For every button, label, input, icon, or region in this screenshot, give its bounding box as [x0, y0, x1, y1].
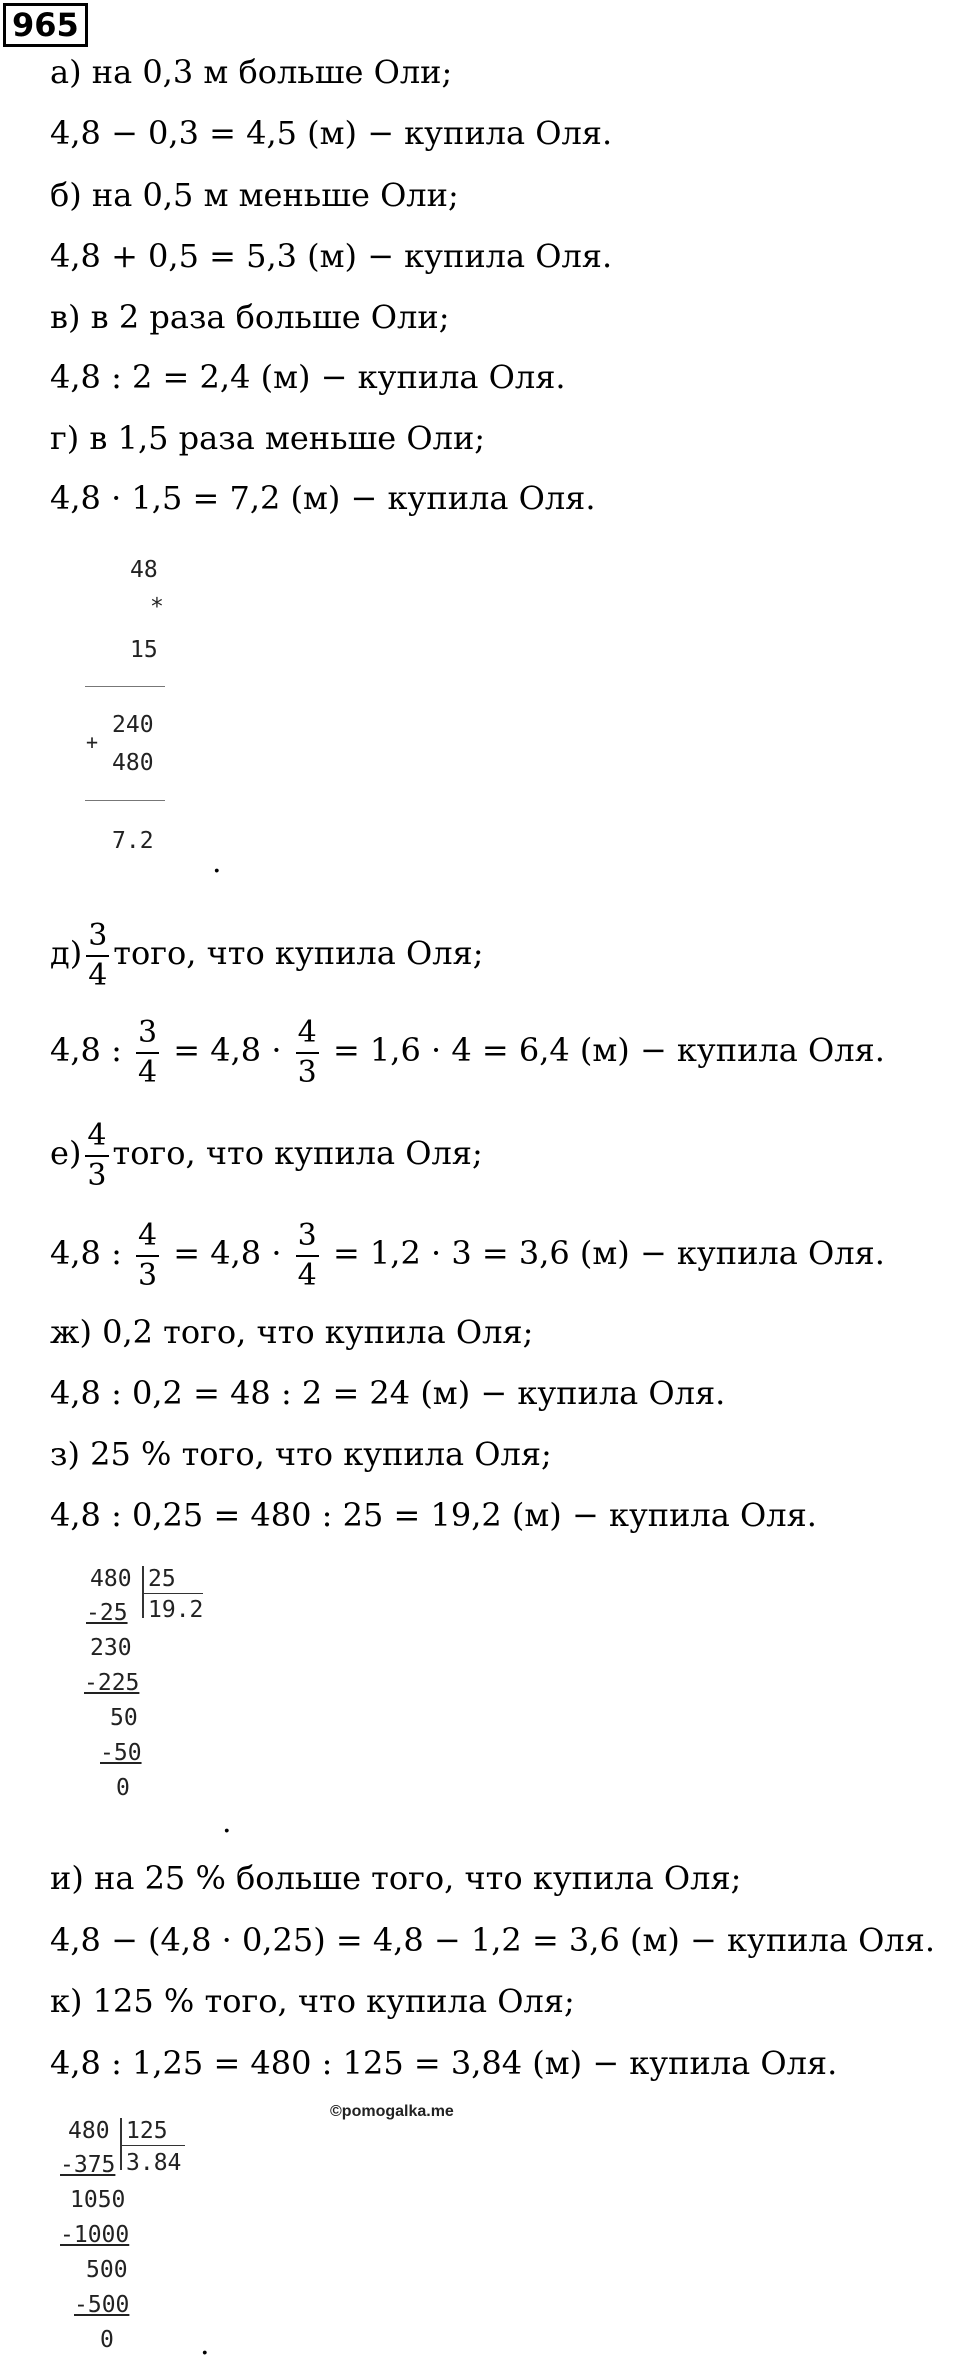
frac-numerator: 4: [85, 1117, 108, 1157]
frac-denominator: 4: [297, 1257, 317, 1293]
div1-dividend: 480: [90, 1566, 132, 1592]
div2-dot: .: [200, 2327, 210, 2362]
frac-numerator: 4: [136, 1217, 159, 1257]
calc-factor-2: 15: [130, 637, 158, 663]
calc-plus: +: [86, 730, 99, 754]
div1-remainder-1: 230: [90, 1635, 132, 1661]
div1-remainder-2: 50: [110, 1705, 138, 1731]
calc-factor-1: 48: [130, 557, 158, 583]
line-z-condition: з) 25 % того, что купила Оля;: [50, 1435, 552, 1473]
e-eq-start: 4,8 :: [50, 1234, 122, 1272]
watermark: ©pomogalka.me: [330, 2103, 454, 2120]
div1-subtract-2: -225: [84, 1670, 140, 1696]
frac-denominator: 4: [138, 1054, 158, 1090]
frac-numerator: 3: [86, 917, 109, 957]
line-z-solution: 4,8 : 0,25 = 480 : 25 = 19,2 (м) − купила Оля.: [50, 1496, 817, 1534]
line-d-condition: [50, 915, 484, 995]
calc-partial-2: 480: [112, 750, 154, 776]
frac-denominator: 3: [138, 1257, 158, 1293]
line-zh-solution: 4,8 : 0,2 = 48 : 2 = 24 (м) − купила Оля.: [50, 1374, 726, 1412]
line-k-condition: к) 125 % того, что купила Оля;: [50, 1982, 575, 2020]
e-prefix: е): [50, 1134, 82, 1172]
line-g-solution: 4,8 · 1,5 = 7,2 (м) − купила Оля.: [50, 479, 596, 517]
d-eq-start: 4,8 :: [50, 1031, 122, 1069]
calc-rule-2: [85, 800, 165, 801]
calc-result: 7.2: [112, 828, 154, 854]
line-e-solution: [50, 1215, 885, 1295]
div2-subtract-2: -1000: [60, 2222, 130, 2248]
line-i-solution: 4,8 − (4,8 · 0,25) = 4,8 − 1,2 = 3,6 (м) − купила Оля.: [50, 1921, 935, 1959]
div2-bracket-vertical: [120, 2118, 122, 2170]
frac-denominator: 3: [87, 1157, 107, 1193]
line-g-condition: г) в 1,5 раза меньше Оли;: [50, 419, 486, 457]
line-k-solution: 4,8 : 1,25 = 480 : 125 = 3,84 (м) − купила Оля.: [50, 2044, 838, 2082]
line-zh-condition: ж) 0,2 того, что купила Оля;: [50, 1313, 534, 1351]
line-e-condition: [50, 1115, 483, 1195]
div1-bracket-vertical: [142, 1566, 144, 1618]
calc-rule-1: [85, 686, 165, 687]
div1-bracket-horizontal: [143, 1593, 203, 1594]
d-prefix: д): [50, 934, 83, 972]
frac-denominator: 4: [88, 957, 108, 993]
div2-subtract-3: -500: [74, 2292, 130, 2318]
problem-number: 965: [3, 3, 88, 47]
div1-subtract-1: -25: [86, 1600, 128, 1626]
div2-divisor: 125: [126, 2118, 168, 2144]
frac-numerator: 3: [296, 1217, 319, 1257]
d-fraction-1: [136, 1014, 159, 1092]
line-b-solution: 4,8 + 0,5 = 5,3 (м) − купила Оля.: [50, 237, 613, 275]
div2-dividend: 480: [68, 2118, 110, 2144]
div2-quotient: 3.84: [126, 2150, 182, 2176]
frac-denominator: 3: [297, 1054, 317, 1090]
d-fraction-2: [296, 1014, 319, 1092]
div2-remainder-1: 1050: [70, 2187, 126, 2213]
d-eq-mid: = 4,8 ·: [173, 1031, 282, 1069]
div2-subtract-1: -375: [60, 2152, 116, 2178]
calc-dot: .: [212, 845, 222, 880]
d-fraction: [86, 917, 109, 995]
e-fraction-2: [296, 1217, 319, 1295]
line-b-condition: б) на 0,5 м меньше Оли;: [50, 176, 459, 214]
div2-remainder-2: 500: [86, 2257, 128, 2283]
e-eq-end: = 1,2 · 3 = 3,6 (м) − купила Оля.: [332, 1234, 885, 1272]
calc-partial-1: 240: [112, 712, 154, 738]
line-i-condition: и) на 25 % больше того, что купила Оля;: [50, 1859, 742, 1897]
div1-dot: .: [222, 1805, 232, 1840]
e-text: того, что купила Оля;: [112, 1134, 483, 1172]
div2-remainder-3: 0: [100, 2327, 114, 2353]
e-fraction-1: [136, 1217, 159, 1295]
div1-remainder-3: 0: [116, 1775, 130, 1801]
div1-quotient: 19.2: [148, 1597, 204, 1623]
line-a-solution: 4,8 − 0,3 = 4,5 (м) − купила Оля.: [50, 114, 613, 152]
d-eq-end: = 1,6 · 4 = 6,4 (м) − купила Оля.: [332, 1031, 885, 1069]
div1-subtract-3: -50: [100, 1740, 142, 1766]
div2-bracket-horizontal: [121, 2145, 185, 2146]
line-v-condition: в) в 2 раза больше Оли;: [50, 298, 450, 336]
line-a-condition: а) на 0,3 м больше Оли;: [50, 53, 453, 91]
calc-operator: *: [150, 594, 164, 620]
e-eq-mid: = 4,8 ·: [173, 1234, 282, 1272]
e-fraction: [85, 1117, 108, 1195]
line-d-solution: [50, 1012, 885, 1092]
div1-divisor: 25: [148, 1566, 176, 1592]
frac-numerator: 4: [296, 1014, 319, 1054]
frac-numerator: 3: [136, 1014, 159, 1054]
line-v-solution: 4,8 : 2 = 2,4 (м) − купила Оля.: [50, 358, 566, 396]
d-text: того, что купила Оля;: [113, 934, 484, 972]
